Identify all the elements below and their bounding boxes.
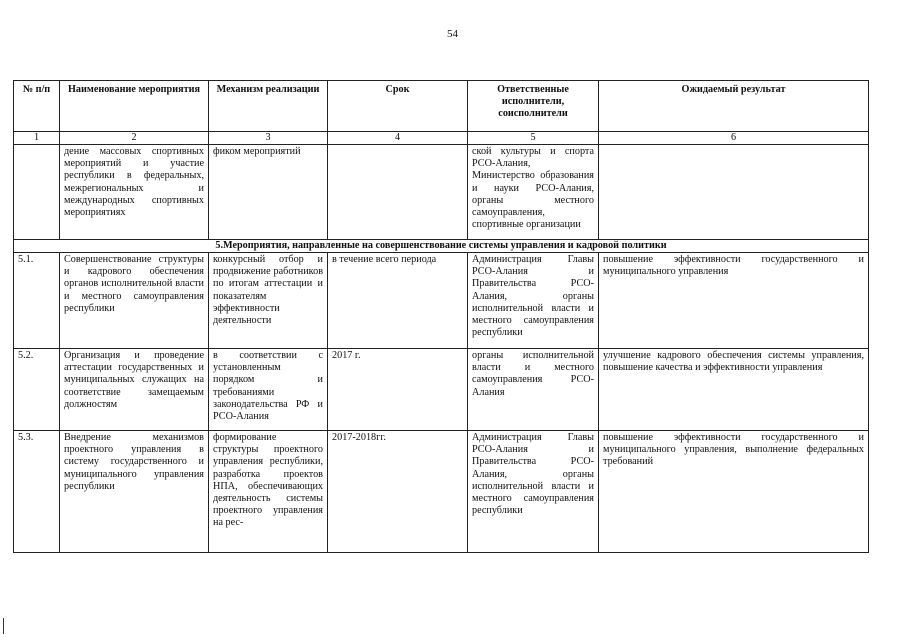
cell-mechanism: в соответствии с установленным порядком и требованиями законодательства РФ и РСО-Алания xyxy=(209,349,328,431)
table-row-continuation xyxy=(14,145,869,240)
cell-name: дение массовых спортивных мероприятий и участие республики в федеральных, межрегиональных и международных спортивных мероприятиях xyxy=(60,145,209,240)
column-number: 3 xyxy=(209,132,328,145)
cell-mechanism: формирование структуры проектного управления республики, разработка проектов НПА, обеспечивающих деятельность системы проектного управления на рес- xyxy=(209,431,328,553)
cell-result xyxy=(599,145,869,240)
section-title: 5.Мероприятия, направленные на совершенствование системы управления и кадровой политики xyxy=(14,240,869,253)
column-header-mechanism: Механизм реализации xyxy=(209,81,328,132)
table-row xyxy=(14,253,869,349)
column-number: 6 xyxy=(599,132,869,145)
column-header-executors: Ответственные исполнители, соисполнители xyxy=(468,81,599,132)
scan-margin-mark xyxy=(3,618,4,634)
cell-result: повышение эффективности государственного и муниципального управления, выполнение федеральных требований xyxy=(599,431,869,553)
measures-table xyxy=(13,80,869,553)
cell-name: Внедрение механизмов проектного управления в систему государственного и муниципального управления республики xyxy=(60,431,209,553)
cell-number: 5.3. xyxy=(14,431,60,553)
cell-result: улучшение кадрового обеспечения системы управления, повышение качества и эффективности управления xyxy=(599,349,869,431)
cell-mechanism: конкурсный отбор и продвижение работников по итогам аттестации и показателям эффективности деятельности xyxy=(209,253,328,349)
cell-number: 5.1. xyxy=(14,253,60,349)
column-number: 4 xyxy=(328,132,468,145)
cell-name: Организация и проведение аттестации государственных и муниципальных служащих на соответствие замещаемым должностям xyxy=(60,349,209,431)
cell-name: Совершенствование структуры и кадрового обеспечения органов исполнительной власти и местного самоуправления республики xyxy=(60,253,209,349)
cell-executors: Администрация Главы РСО-Алания и Правительства РСО-Алания, органы исполнительной власти и местного самоуправления республики xyxy=(468,253,599,349)
cell-result: повышение эффективности государственного и муниципального управления xyxy=(599,253,869,349)
section-row xyxy=(14,240,869,253)
column-number: 1 xyxy=(14,132,60,145)
cell-term: в течение всего периода xyxy=(328,253,468,349)
cell-number: 5.2. xyxy=(14,349,60,431)
table-row xyxy=(14,431,869,553)
column-number: 5 xyxy=(468,132,599,145)
table-row xyxy=(14,349,869,431)
column-number-row xyxy=(14,132,869,145)
cell-executors: ской культуры и спорта РСО-Алания, Министерство образования и науки РСО-Алания, органы местного самоуправления, спортивные организации xyxy=(468,145,599,240)
cell-number xyxy=(14,145,60,240)
cell-term: 2017 г. xyxy=(328,349,468,431)
cell-executors: Администрация Главы РСО-Алания и Правительства РСО-Алания, органы исполнительной власти и местного самоуправления республики xyxy=(468,431,599,553)
cell-term: 2017-2018гг. xyxy=(328,431,468,553)
table-header-row xyxy=(14,81,869,132)
cell-term xyxy=(328,145,468,240)
column-header-result: Ожидаемый результат xyxy=(599,81,869,132)
column-header-term: Срок xyxy=(328,81,468,132)
cell-mechanism: фиком мероприятий xyxy=(209,145,328,240)
column-header-number: № п/п xyxy=(14,81,60,132)
page-number: 54 xyxy=(447,28,458,40)
column-number: 2 xyxy=(60,132,209,145)
cell-executors: органы исполнительной власти и местного самоуправления РСО-Алания xyxy=(468,349,599,431)
column-header-name: Наименование мероприятия xyxy=(60,81,209,132)
